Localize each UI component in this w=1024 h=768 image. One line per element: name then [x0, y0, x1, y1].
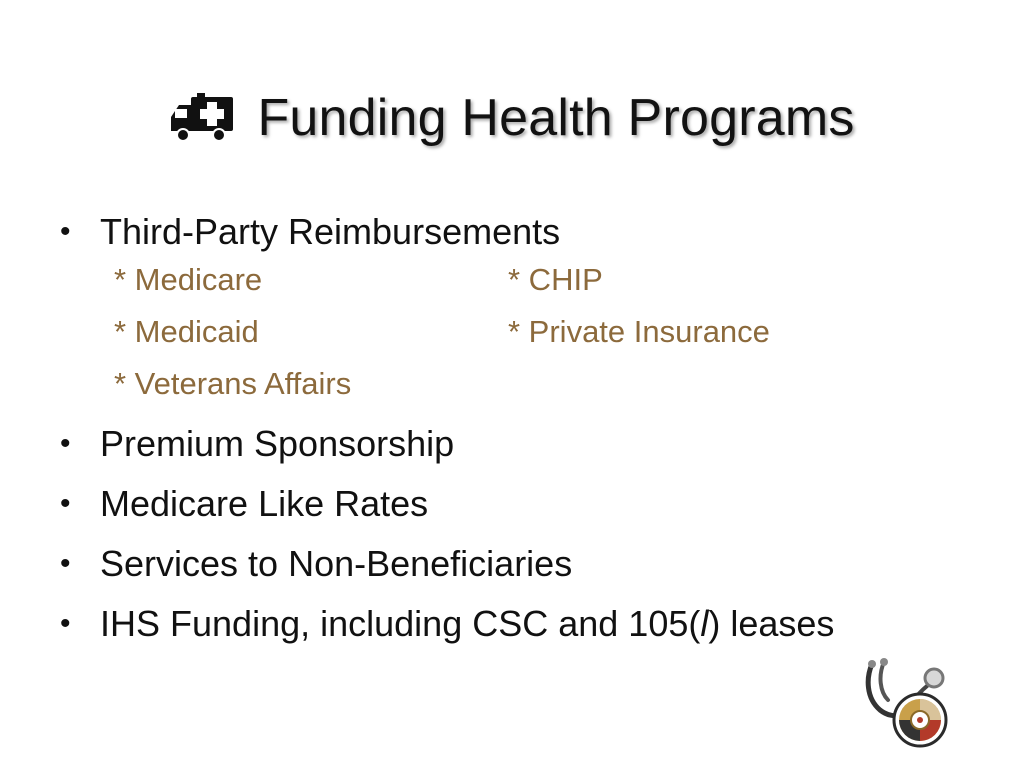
sub-item-veterans-affairs: * Veterans Affairs	[114, 366, 352, 401]
bullet-marker: •	[60, 487, 71, 520]
bullet-item	[60, 602, 1000, 646]
bullet-item	[60, 482, 1000, 526]
bullet-text-part: ) leases	[708, 603, 835, 644]
sub-item-medicare: * Medicare	[114, 262, 263, 297]
bullet-text: Third-Party Reimbursements	[100, 211, 561, 252]
bullet-text-part: IHS Funding, including CSC and 105(	[100, 603, 701, 644]
sub-item-medicaid: * Medicaid	[114, 314, 259, 349]
ambulance-icon	[169, 93, 235, 143]
title-row	[0, 78, 1024, 158]
bullet-text: Services to Non-Beneficiaries	[100, 543, 573, 584]
sub-item-grid	[114, 258, 1000, 406]
bullet-text: Premium Sponsorship	[100, 423, 455, 464]
bullet-text-italic: l	[700, 603, 709, 644]
bullet-marker: •	[60, 547, 71, 580]
slide-title: Funding Health Programs	[257, 89, 855, 147]
bullet-item	[60, 542, 1000, 586]
bullet-marker: •	[60, 607, 71, 640]
bullet-item	[60, 422, 1000, 466]
bullet-item	[60, 210, 1000, 406]
bullet-text: Medicare Like Rates	[100, 483, 429, 524]
bullet-list	[60, 210, 1000, 662]
bullet-marker: •	[60, 427, 71, 460]
sub-item-private-insurance: * Private Insurance	[508, 314, 770, 349]
bullet-marker: •	[60, 215, 71, 248]
sub-item-chip: * CHIP	[508, 262, 603, 297]
stethoscope-medallion-icon	[862, 658, 954, 750]
